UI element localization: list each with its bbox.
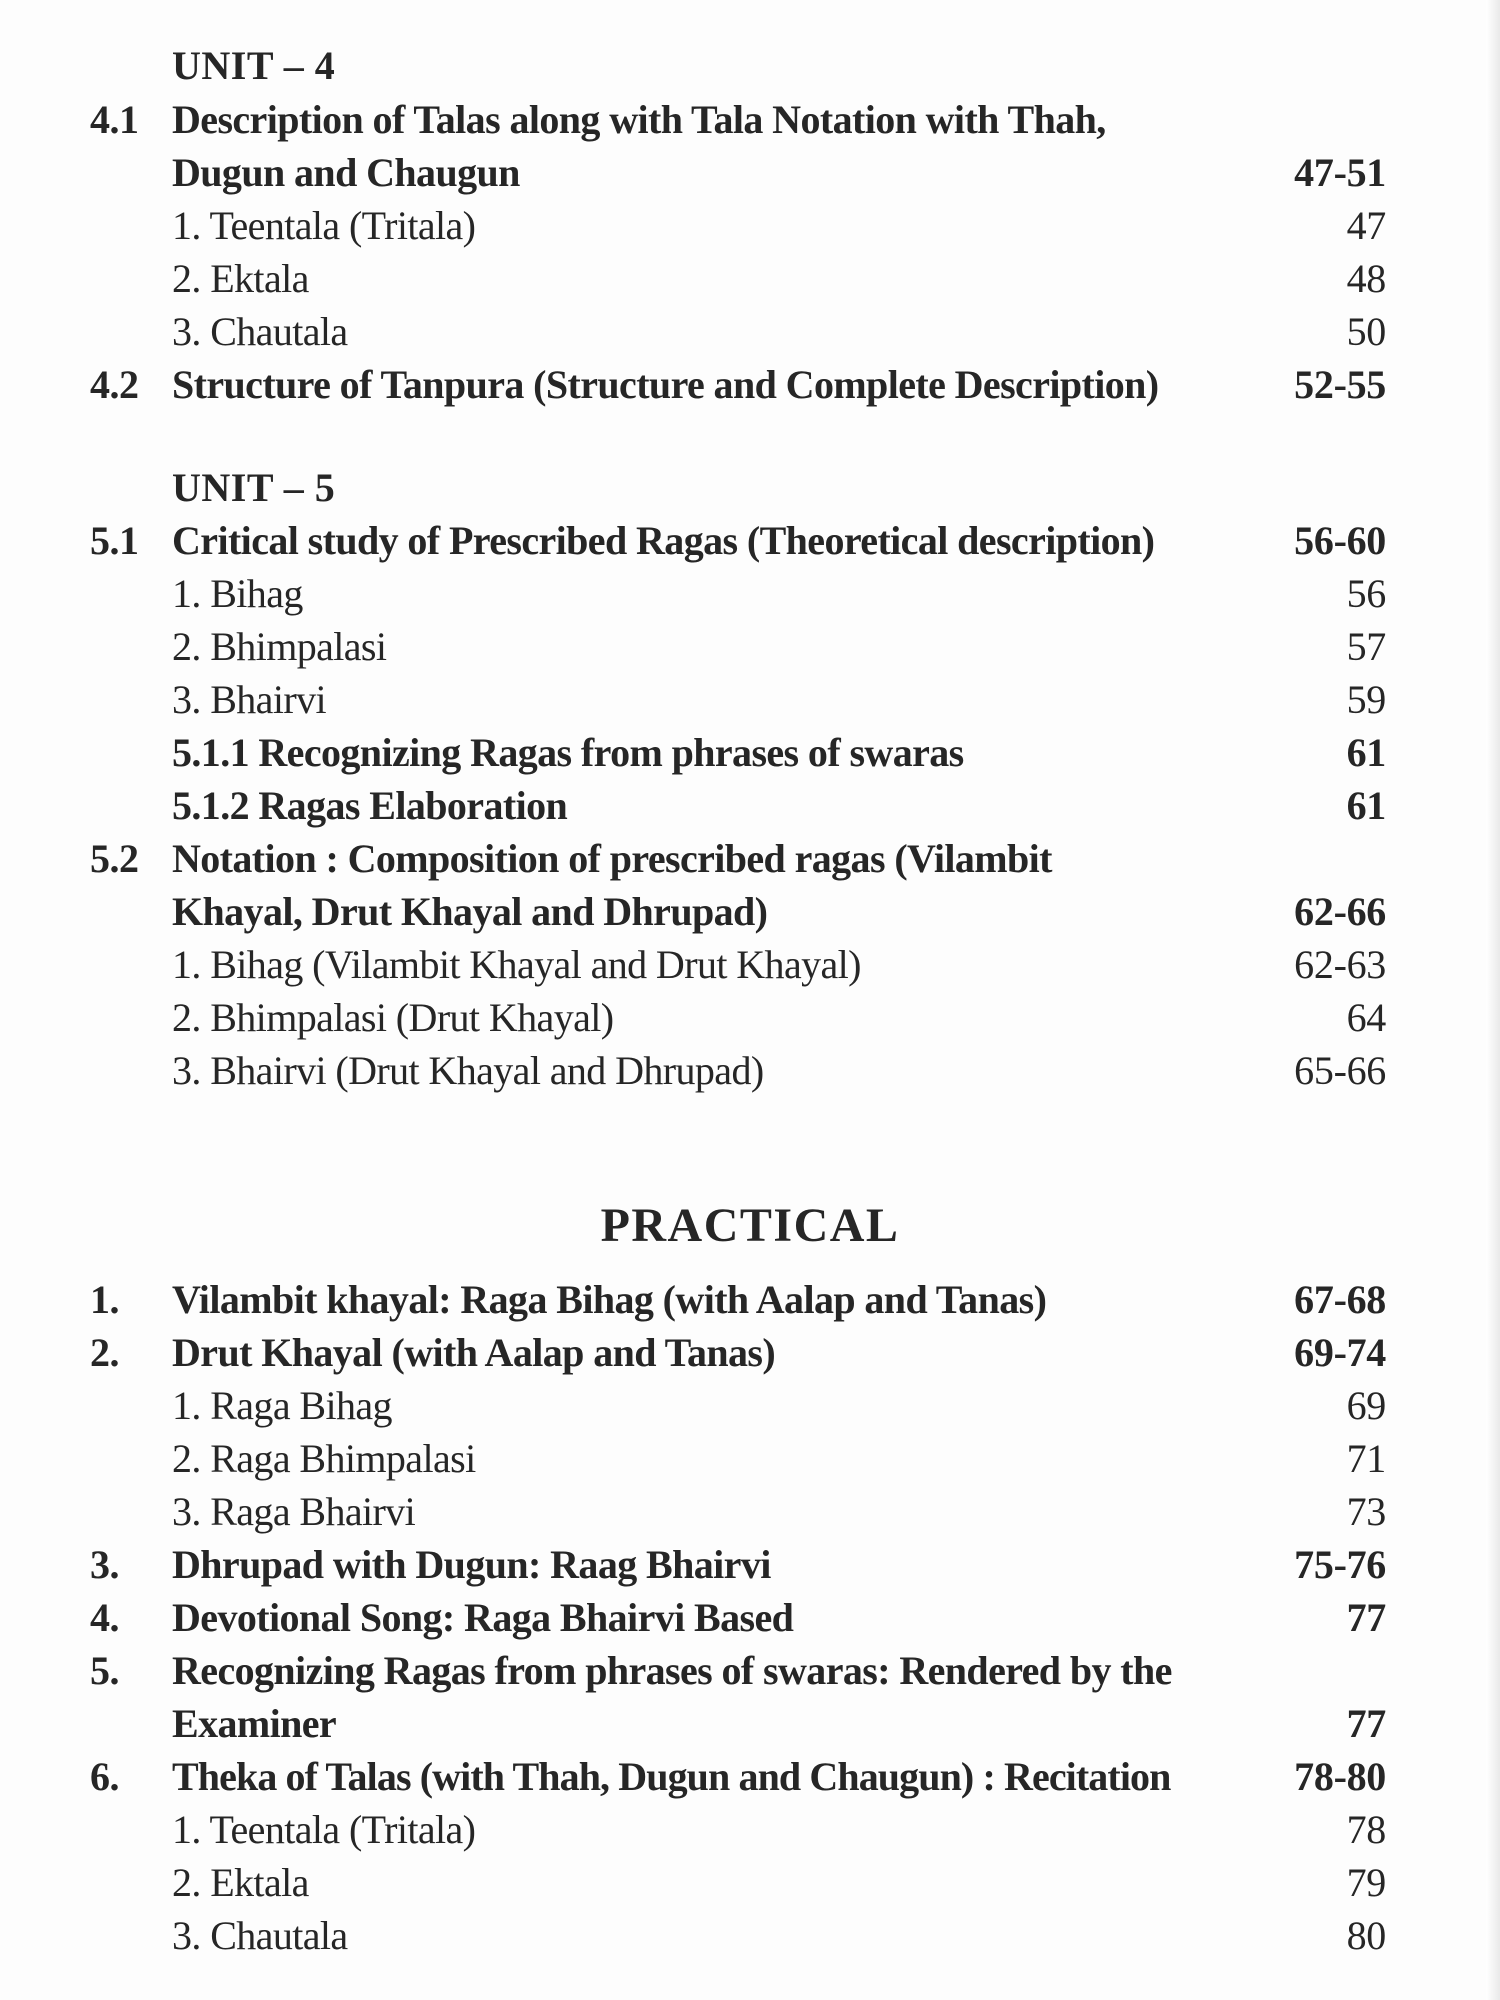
subitem-page: 56: [1346, 571, 1386, 616]
subitem-label: 2. Raga Bhimpalasi: [172, 1436, 476, 1481]
entry-page-range: 67-68: [1294, 1277, 1386, 1322]
toc-subitem: [0, 672, 1500, 728]
entry-page-range: 47-51: [1294, 150, 1386, 195]
entry-number: 4.: [90, 1595, 119, 1640]
entry-page-range: 77: [1346, 1595, 1386, 1640]
entry-number: 2.: [90, 1330, 119, 1375]
entry-title: Structure of Tanpura (Structure and Complete Description): [172, 362, 1159, 407]
subitem-label: 3. Bhairvi (Drut Khayal and Dhrupad): [172, 1048, 764, 1093]
toc-subitem: [0, 619, 1500, 675]
subitem-page: 64: [1346, 995, 1386, 1040]
unit-5-heading: UNIT – 5: [172, 465, 336, 510]
subitem-label: 3. Bhairvi: [172, 677, 326, 722]
entry-number: 6.: [90, 1754, 119, 1799]
subitem-page: 71: [1346, 1436, 1386, 1481]
subitem-label: 1. Bihag (Vilambit Khayal and Drut Khayal): [172, 942, 861, 987]
toc-subitem: [0, 990, 1500, 1046]
entry-title: Dhrupad with Dugun: Raag Bhairvi: [172, 1542, 771, 1587]
toc-entry-4-1-cont: [0, 145, 1500, 201]
toc-subitem: [0, 1431, 1500, 1487]
toc-subitem: [0, 304, 1500, 360]
entry-page-range: 75-76: [1294, 1542, 1386, 1587]
unit-5-heading-row: [0, 460, 1500, 516]
entry-title: Drut Khayal (with Aalap and Tanas): [172, 1330, 776, 1375]
subitem-page: 47: [1346, 203, 1386, 248]
entry-page-range: 62-66: [1294, 889, 1386, 934]
toc-subitem: [0, 1908, 1500, 1964]
subitem-label: 2. Bhimpalasi (Drut Khayal): [172, 995, 614, 1040]
entry-title: Vilambit khayal: Raga Bihag (with Aalap and Tanas): [172, 1277, 1047, 1322]
entry-page-range: 69-74: [1294, 1330, 1386, 1375]
unit-4-heading: UNIT – 4: [172, 43, 336, 88]
entry-number: 5.: [90, 1648, 119, 1693]
entry-title-continued: Dugun and Chaugun: [172, 150, 520, 195]
toc-subsection: [0, 778, 1500, 834]
subsection-page: 61: [1346, 783, 1386, 828]
toc-subitem: [0, 1378, 1500, 1434]
entry-title: Notation : Composition of prescribed ragas (Vilambit: [172, 836, 1052, 881]
subitem-page: 48: [1346, 256, 1386, 301]
toc-subitem: [0, 1043, 1500, 1099]
subitem-label: 1. Teentala (Tritala): [172, 1807, 476, 1852]
subitem-label: 1. Raga Bihag: [172, 1383, 392, 1428]
entry-page-range: 52-55: [1294, 362, 1386, 407]
toc-subitem: [0, 566, 1500, 622]
subitem-page: 69: [1346, 1383, 1386, 1428]
entry-title-continued: Khayal, Drut Khayal and Dhrupad): [172, 889, 768, 934]
entry-number: 1.: [90, 1277, 119, 1322]
toc-practical-4: [0, 1590, 1500, 1646]
entry-title: Devotional Song: Raga Bhairvi Based: [172, 1595, 794, 1640]
entry-number: 5.2: [90, 836, 139, 881]
subitem-label: 2. Ektala: [172, 256, 309, 301]
subitem-page: 80: [1346, 1913, 1386, 1958]
subitem-page: 78: [1346, 1807, 1386, 1852]
entry-title: Theka of Talas (with Thah, Dugun and Chaugun) : Recitation: [172, 1754, 1171, 1799]
toc-subitem: [0, 1802, 1500, 1858]
subitem-page: 73: [1346, 1489, 1386, 1534]
subitem-label: 3. Chautala: [172, 1913, 348, 1958]
toc-subitem: [0, 1855, 1500, 1911]
toc-subitem: [0, 251, 1500, 307]
toc-practical-5-cont: [0, 1696, 1500, 1752]
toc-entry-5-2: [0, 831, 1500, 887]
toc-entry-5-1: [0, 513, 1500, 569]
toc-entry-4-2: [0, 357, 1500, 413]
entry-title-continued: Examiner: [172, 1701, 337, 1746]
subsection-page: 61: [1346, 730, 1386, 775]
entry-page-range: 77: [1346, 1701, 1386, 1746]
entry-number: 3.: [90, 1542, 119, 1587]
subitem-label: 2. Bhimpalasi: [172, 624, 387, 669]
entry-title: Description of Talas along with Tala Notation with Thah,: [172, 97, 1106, 142]
subitem-label: 2. Ektala: [172, 1860, 309, 1905]
subitem-label: 1. Teentala (Tritala): [172, 203, 476, 248]
entry-number: 4.2: [90, 362, 139, 407]
toc-subitem: [0, 1484, 1500, 1540]
subitem-label: 1. Bihag: [172, 571, 303, 616]
toc-subitem: [0, 198, 1500, 254]
toc-subsection: [0, 725, 1500, 781]
subitem-page: 62-63: [1294, 942, 1386, 987]
toc-subitem: [0, 937, 1500, 993]
subitem-page: 79: [1346, 1860, 1386, 1905]
subitem-page: 50: [1346, 309, 1386, 354]
entry-number: 4.1: [90, 97, 139, 142]
entry-title: Recognizing Ragas from phrases of swaras: Rendered by the: [172, 1648, 1172, 1693]
subitem-page: 59: [1346, 677, 1386, 722]
subitem-label: 3. Raga Bhairvi: [172, 1489, 416, 1534]
toc-practical-2: [0, 1325, 1500, 1381]
unit-4-heading-row: [0, 38, 1500, 94]
practical-heading: PRACTICAL: [600, 1199, 900, 1252]
entry-number: 5.1: [90, 518, 139, 563]
toc-entry-5-2-cont: [0, 884, 1500, 940]
toc-practical-5: [0, 1643, 1500, 1699]
subsection-label: 5.1.1 Recognizing Ragas from phrases of swaras: [172, 730, 964, 775]
subitem-page: 57: [1346, 624, 1386, 669]
toc-practical-3: [0, 1537, 1500, 1593]
toc-practical-6: [0, 1749, 1500, 1805]
subitem-page: 65-66: [1294, 1048, 1386, 1093]
entry-page-range: 78-80: [1294, 1754, 1386, 1799]
entry-title: Critical study of Prescribed Ragas (Theoretical description): [172, 518, 1155, 563]
toc-practical-1: [0, 1272, 1500, 1328]
subsection-label: 5.1.2 Ragas Elaboration: [172, 783, 568, 828]
subitem-label: 3. Chautala: [172, 309, 348, 354]
entry-page-range: 56-60: [1294, 518, 1386, 563]
toc-entry-4-1: [0, 92, 1500, 148]
